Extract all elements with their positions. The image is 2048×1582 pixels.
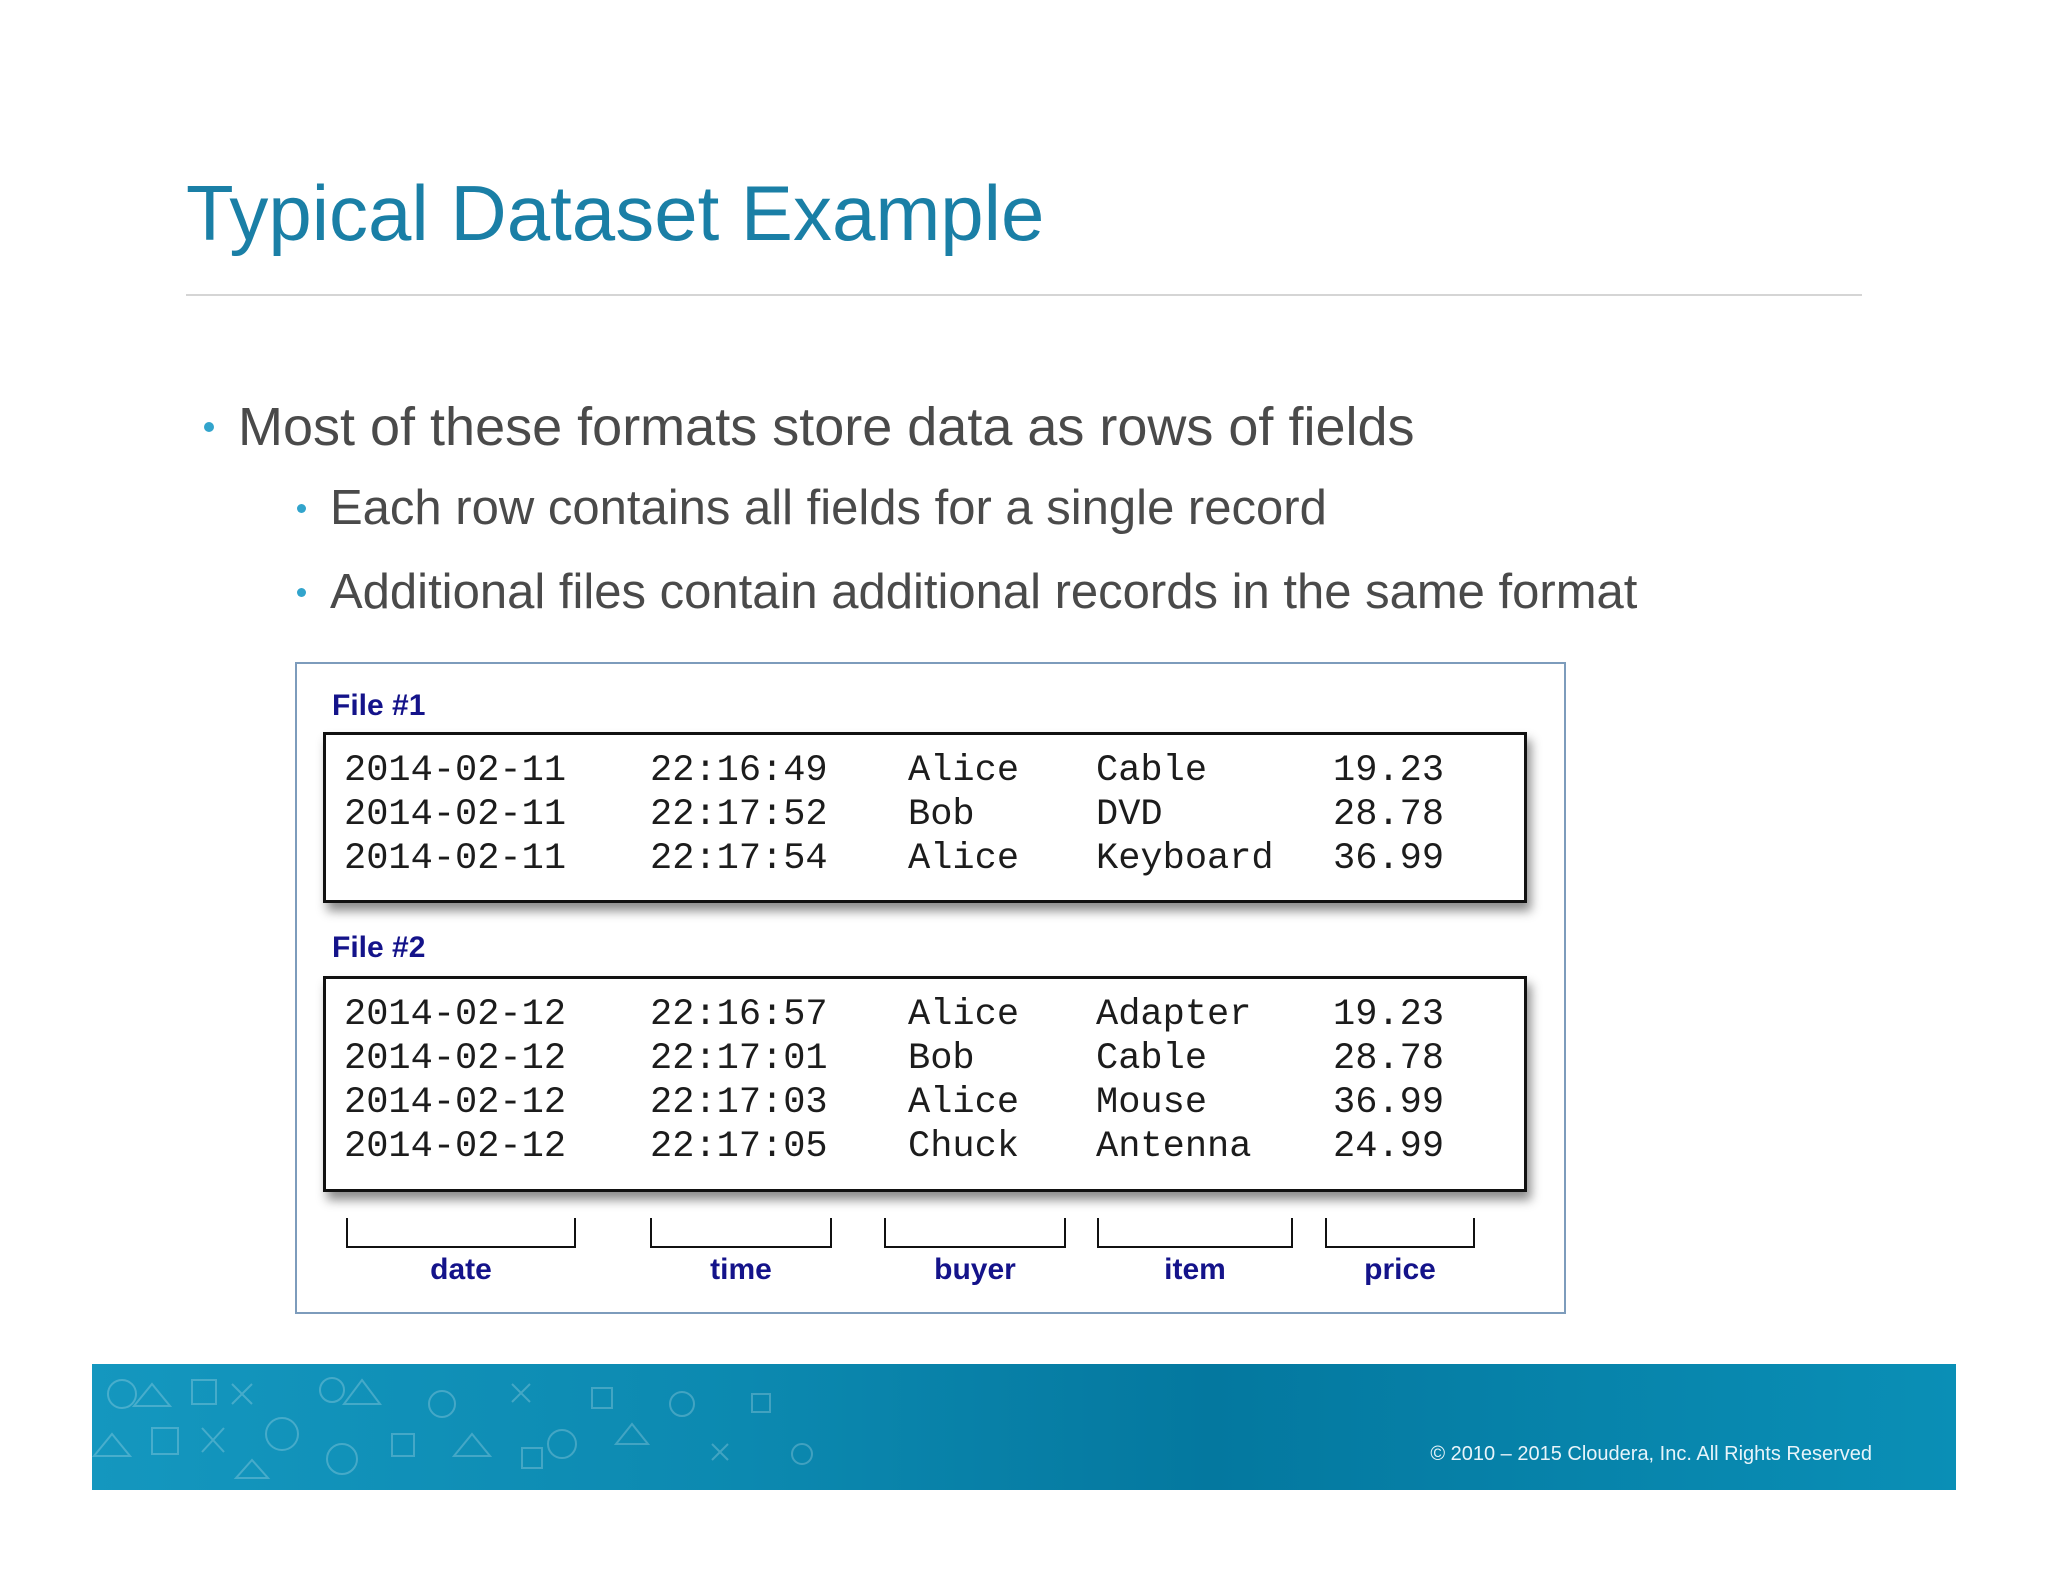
record-buyer: Chuck — [908, 1126, 1020, 1168]
record-time: 22:17:05 — [650, 1126, 828, 1168]
record-item: Antenna — [1096, 1126, 1252, 1168]
bullet-dot-icon — [204, 422, 214, 432]
record-price: 28.78 — [1333, 1038, 1445, 1080]
record-price: 19.23 — [1333, 750, 1445, 792]
record-item: Keyboard — [1096, 838, 1274, 880]
record-item: Cable — [1096, 1038, 1208, 1080]
record-buyer: Alice — [908, 994, 1020, 1036]
bullet-dot-icon — [297, 588, 306, 597]
copyright-text: © 2010 – 2015 Cloudera, Inc. All Rights Reserved — [1430, 1443, 1872, 1465]
bullet-dot-icon — [297, 504, 306, 513]
record-buyer: Bob — [908, 794, 975, 836]
record-date: 2014-02-12 — [344, 1082, 567, 1124]
record-time: 22:17:03 — [650, 1082, 828, 1124]
record-buyer: Alice — [908, 1082, 1020, 1124]
record-time: 22:16:57 — [650, 994, 828, 1036]
file2-label: File #2 — [332, 931, 426, 964]
buyer-bracket — [884, 1218, 1066, 1248]
record-item: DVD — [1096, 794, 1163, 836]
record-date: 2014-02-12 — [344, 1126, 567, 1168]
record-time: 22:17:01 — [650, 1038, 828, 1080]
record-date: 2014-02-11 — [344, 838, 567, 880]
time-bracket — [650, 1218, 832, 1248]
record-item: Mouse — [1096, 1082, 1208, 1124]
record-price: 36.99 — [1333, 1082, 1445, 1124]
bullet-sub-2-text: Additional files contain additional records in the same format — [330, 565, 1638, 619]
record-item: Cable — [1096, 750, 1208, 792]
field-label-item: item — [1164, 1253, 1226, 1286]
record-price: 19.23 — [1333, 994, 1445, 1036]
record-time: 22:17:54 — [650, 838, 828, 880]
footer-band — [92, 1364, 1956, 1490]
date-bracket — [346, 1218, 576, 1248]
field-label-price: price — [1364, 1253, 1436, 1286]
record-date: 2014-02-11 — [344, 794, 567, 836]
field-label-buyer: buyer — [934, 1253, 1016, 1286]
record-price: 36.99 — [1333, 838, 1445, 880]
record-time: 22:17:52 — [650, 794, 828, 836]
record-date: 2014-02-12 — [344, 994, 567, 1036]
slide-title: Typical Dataset Example — [186, 169, 1045, 257]
record-buyer: Alice — [908, 838, 1020, 880]
record-time: 22:16:49 — [650, 750, 828, 792]
file2-box — [323, 976, 1527, 1192]
bullet-main — [204, 392, 1415, 462]
field-label-date: date — [430, 1253, 492, 1286]
bullet-sub-2 — [297, 560, 1637, 624]
record-date: 2014-02-12 — [344, 1038, 567, 1080]
footer-pattern-graphic — [92, 1364, 852, 1490]
record-price: 24.99 — [1333, 1126, 1445, 1168]
bullet-main-text: Most of these formats store data as rows of fields — [238, 397, 1415, 457]
field-label-time: time — [710, 1253, 772, 1286]
file1-label: File #1 — [332, 689, 426, 722]
record-buyer: Bob — [908, 1038, 975, 1080]
record-item: Adapter — [1096, 994, 1252, 1036]
record-buyer: Alice — [908, 750, 1020, 792]
record-date: 2014-02-11 — [344, 750, 567, 792]
title-divider — [186, 294, 1862, 296]
item-bracket — [1097, 1218, 1293, 1248]
file1-box — [323, 732, 1527, 903]
price-bracket — [1325, 1218, 1475, 1248]
bullet-sub-1-text: Each row contains all fields for a single record — [330, 481, 1327, 535]
dataset-figure — [295, 662, 1566, 1314]
bullet-sub-1 — [297, 476, 1327, 540]
record-price: 28.78 — [1333, 794, 1445, 836]
